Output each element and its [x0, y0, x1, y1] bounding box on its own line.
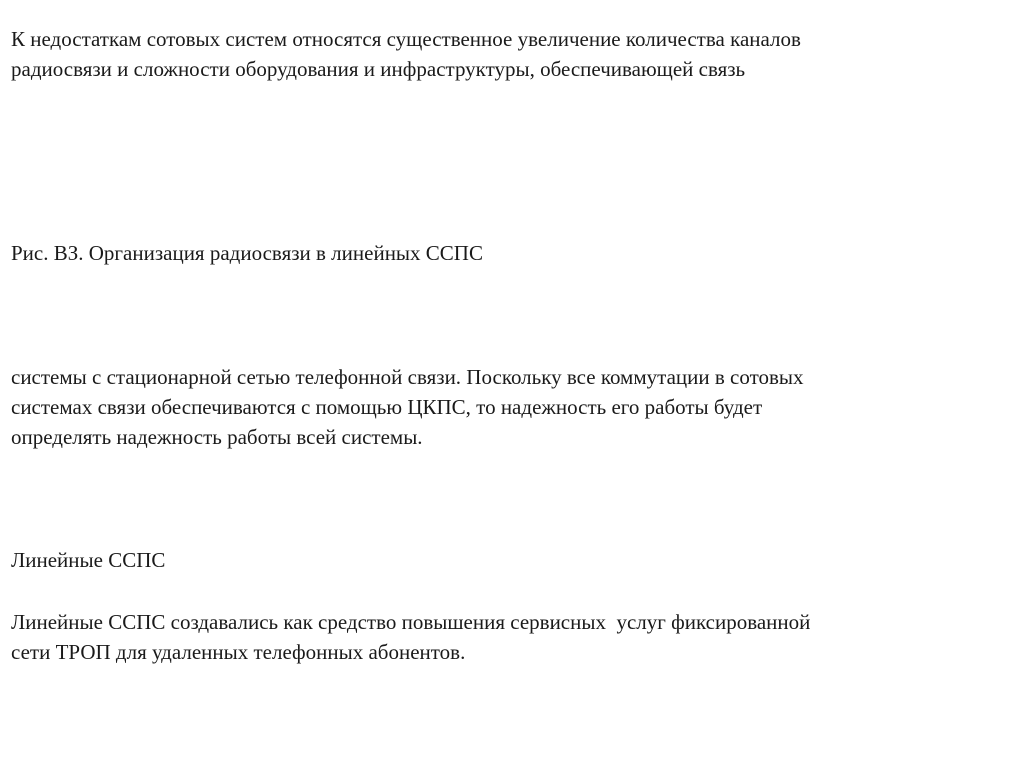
paragraph-switching: системы с стационарной сетью телефонной связи. Поскольку все коммутации в сотовых системах связи обеспечиваются с помощью ЦКПС, то надежность его работы будет определять надежность работы всей системы.: [11, 365, 804, 449]
section-heading: Линейные ССПС: [11, 548, 166, 572]
paragraph-linear-sspc: Линейные ССПС создавались как средство повышения сервисных услуг фиксированной сети ТРОП для удаленных телефонных абонентов.: [11, 610, 811, 664]
figure-caption: Рис. ВЗ. Организация радиосвязи в линейных ССПС: [11, 241, 483, 265]
paragraph-drawbacks: К недостаткам сотовых систем относятся существенное увеличение количества каналов радиосвязи и сложности оборудования и инфраструктуры, обеспечивающей связь: [11, 27, 801, 81]
